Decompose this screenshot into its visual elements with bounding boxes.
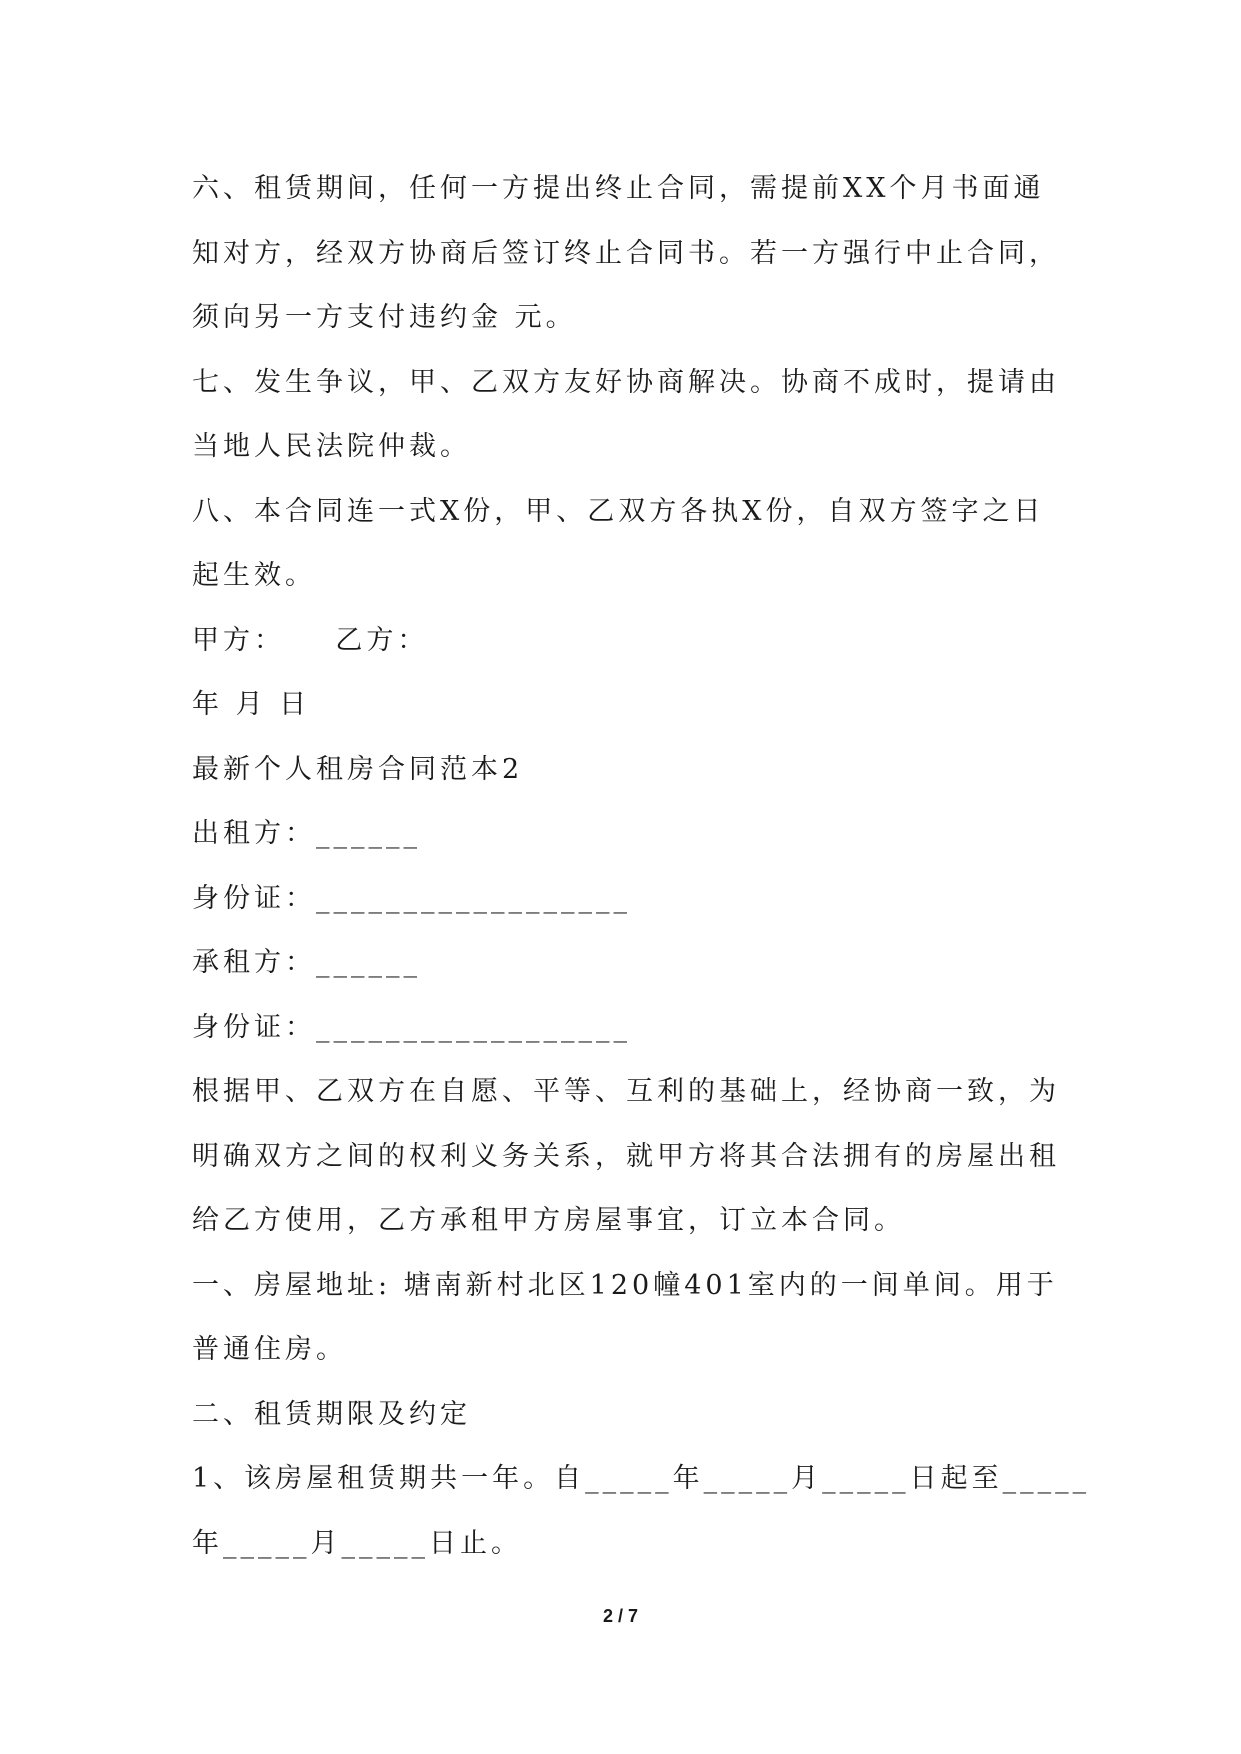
clause-heading: 二、租赁期限及约定: [192, 1398, 471, 1430]
document-body: [192, 157, 1091, 1576]
paragraph-line: 普通住房。: [192, 1334, 347, 1365]
paragraph-line: 1、该房屋租赁期共一年。自_____年_____月_____日起至_____: [192, 1463, 1091, 1494]
paragraph-line: 给乙方使用，乙方承租甲方房屋事宜，订立本合同。: [192, 1205, 905, 1236]
lessee-id-field: 身份证：__________________: [192, 1011, 631, 1043]
section-title: 最新个人租房合同范本2: [192, 753, 524, 785]
paragraph-line: 根据甲、乙双方在自愿、平等、互利的基础上，经协商一致，为: [192, 1076, 1060, 1107]
paragraph-line: 明确双方之间的权利义务关系，就甲方将其合法拥有的房屋出租: [192, 1140, 1060, 1172]
date-line: 年 月 日: [192, 689, 311, 720]
paragraph-line: 七、发生争议，甲、乙双方友好协商解决。协商不成时，提请由: [192, 366, 1060, 398]
lessor-field: 出租方：______: [192, 818, 421, 849]
paragraph-line: 起生效。: [192, 560, 316, 591]
paragraph-line: 一、房屋地址: 塘南新村北区120幢401室内的一间单间。用于: [192, 1269, 1058, 1301]
paragraph-line: 知对方，经双方协商后签订终止合同书。若一方强行中止合同，: [192, 237, 1060, 269]
lessee-field: 承租方：______: [192, 947, 421, 978]
signature-party-line: 甲方： 乙方：: [192, 624, 429, 656]
paragraph-line: 年_____月_____日止。: [192, 1527, 522, 1559]
lessor-id-field: 身份证：__________________: [192, 882, 631, 914]
page-number: 2 / 7: [602, 1606, 639, 1626]
paragraph-line: 八、本合同连一式X份，甲、乙双方各执X份，自双方签字之日: [192, 495, 1045, 527]
paragraph-line: 当地人民法院仲裁。: [192, 431, 471, 462]
paragraph-line: 六、租赁期间，任何一方提出终止合同，需提前XX个月书面通: [192, 173, 1045, 204]
paragraph-line: 须向另一方支付违约金 元。: [192, 302, 577, 333]
